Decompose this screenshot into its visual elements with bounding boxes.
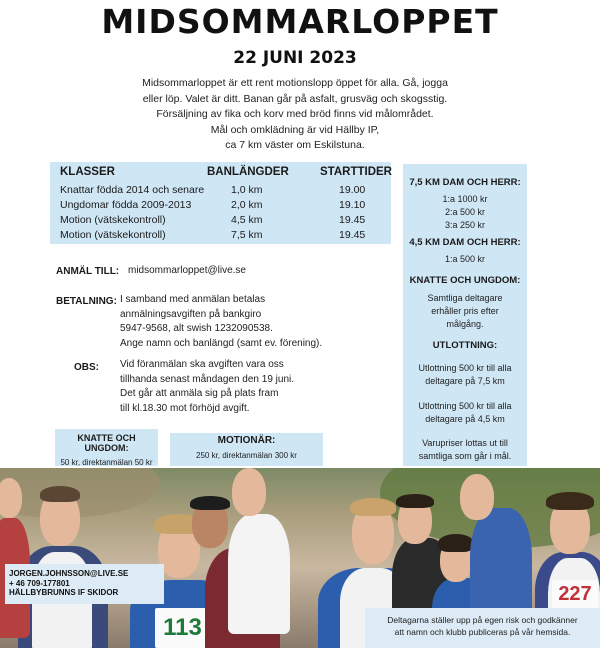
utlottning-line: samtliga som går i mål. bbox=[418, 451, 512, 461]
obs-text bbox=[120, 358, 294, 416]
bib-number: 113 bbox=[155, 608, 210, 648]
fee-knatte-text: 50 kr, direktanmälan 50 kr bbox=[60, 458, 153, 467]
betalning-line: anmälningsavgiften på bankgiro bbox=[120, 308, 262, 320]
event-date: 22 JUNI 2023 bbox=[233, 48, 357, 68]
prize-45-line: 1:a 500 kr bbox=[444, 254, 486, 264]
classes-table bbox=[50, 162, 391, 244]
prize-45-title: 4,5 KM DAM OCH HERR: bbox=[409, 237, 521, 248]
disclaimer-line: Deltagarna ställer upp på egen risk och godkänner bbox=[387, 615, 578, 625]
obs-line: tillhanda senast måndagen den 19 juni. bbox=[120, 373, 295, 385]
header-banlangder: BANLÄNGDER bbox=[207, 166, 289, 178]
class-name: Motion (vätskekontroll) bbox=[60, 229, 166, 241]
utlottning-line: Varupriser lottas ut till bbox=[422, 438, 508, 448]
class-length: 2,0 km bbox=[231, 199, 263, 211]
contact-club: HÄLLBYBRUNNS IF SKIDOR bbox=[9, 588, 119, 598]
prize-knatte-title: KNATTE OCH UNGDOM: bbox=[409, 275, 521, 286]
betalning-line: 5947-9568, alt swish 1232090538. bbox=[120, 323, 273, 335]
fee-box-motionar bbox=[170, 433, 323, 466]
header-starttider: STARTTIDER bbox=[320, 166, 392, 178]
class-name: Motion (vätskekontroll) bbox=[60, 214, 166, 226]
contact-phone: + 46 709-177801 bbox=[9, 578, 70, 588]
background-crowd bbox=[0, 468, 160, 518]
prize-75-title: 7,5 KM DAM OCH HERR: bbox=[409, 177, 521, 188]
utlottning-line: deltagare på 4,5 km bbox=[425, 414, 505, 424]
disclaimer-line: att namn och klubb publiceras på vår hemsida. bbox=[394, 627, 571, 637]
fee-motionar-text: 250 kr, direktanmälan 300 kr bbox=[196, 451, 297, 460]
anmalan-label: ANMÄL TILL: bbox=[56, 266, 120, 277]
page-title: MIDSOMMARLOPPET bbox=[101, 2, 499, 41]
intro-line: ca 7 km väster om Eskilstuna. bbox=[225, 139, 365, 152]
prize-knatte-line: målgång. bbox=[446, 319, 484, 329]
intro-text bbox=[100, 76, 490, 154]
prize-knatte-line: erhåller pris efter bbox=[431, 306, 499, 316]
contact-email: JORGEN.JOHNSSON@LIVE.SE bbox=[9, 569, 129, 578]
betalning-line: Ange namn och banlängd (samt ev. förening). bbox=[120, 337, 323, 349]
intro-line: Midsommarloppet är ett rent motionslopp öppet för alla. Gå, jogga bbox=[142, 77, 448, 89]
class-time: 19.45 bbox=[339, 214, 366, 226]
obs-line: Vid föranmälan ska avgiften vara oss bbox=[120, 359, 284, 370]
betalning-label: BETALNING: bbox=[56, 296, 117, 307]
disclaimer-box bbox=[365, 608, 600, 648]
obs-label: OBS: bbox=[74, 362, 99, 373]
class-name: Ungdomar födda 2009-2013 bbox=[60, 199, 192, 211]
class-time: 19.00 bbox=[339, 184, 366, 196]
fee-knatte-title: KNATTE OCH UNGDOM: bbox=[77, 433, 136, 453]
betalning-text bbox=[120, 293, 322, 351]
class-length: 7,5 km bbox=[231, 229, 263, 241]
prize-75-line: 3:a 250 kr bbox=[444, 220, 486, 230]
prize-75-line: 2:a 500 kr bbox=[444, 207, 486, 217]
class-time: 19.45 bbox=[339, 229, 366, 241]
header-klasser: KLASSER bbox=[60, 166, 115, 178]
obs-line: Det går att anmäla sig på plats fram bbox=[120, 388, 279, 400]
prize-sidebar bbox=[403, 164, 527, 466]
fee-motionar-title: MOTIONÄR: bbox=[217, 435, 276, 446]
contact-box bbox=[5, 564, 164, 604]
class-length: 4,5 km bbox=[231, 214, 263, 226]
utlottning-line: Utlottning 500 kr till alla bbox=[418, 401, 512, 411]
bib-number: 227 bbox=[552, 580, 598, 608]
utlottning-line: Utlottning 500 kr till alla bbox=[418, 363, 512, 373]
utlottning-title: UTLOTTNING: bbox=[432, 340, 498, 351]
class-time: 19.10 bbox=[339, 199, 366, 211]
intro-line: eller löp. Valet är ditt. Banan går på asfalt, grusväg och skogsstig. bbox=[142, 92, 448, 105]
fee-box-knatte bbox=[55, 429, 158, 466]
obs-line: till kl.18.30 mot förhöjd avgift. bbox=[120, 402, 250, 414]
betalning-line: I samband med anmälan betalas bbox=[120, 294, 266, 305]
intro-line: Mål och omklädning är vid Hällby IP, bbox=[210, 123, 380, 136]
class-name: Knattar födda 2014 och senare bbox=[60, 184, 205, 196]
anmalan-email: midsommarloppet@live.se bbox=[128, 265, 246, 276]
prize-75-line: 1:a 1000 kr bbox=[442, 194, 488, 204]
utlottning-line: deltagare på 7,5 km bbox=[425, 376, 505, 386]
class-length: 1,0 km bbox=[231, 184, 263, 196]
prize-knatte-line: Samtliga deltagare bbox=[427, 293, 503, 303]
intro-line: Försäljning av fika och korv med bröd finns vid målområdet. bbox=[156, 108, 434, 121]
